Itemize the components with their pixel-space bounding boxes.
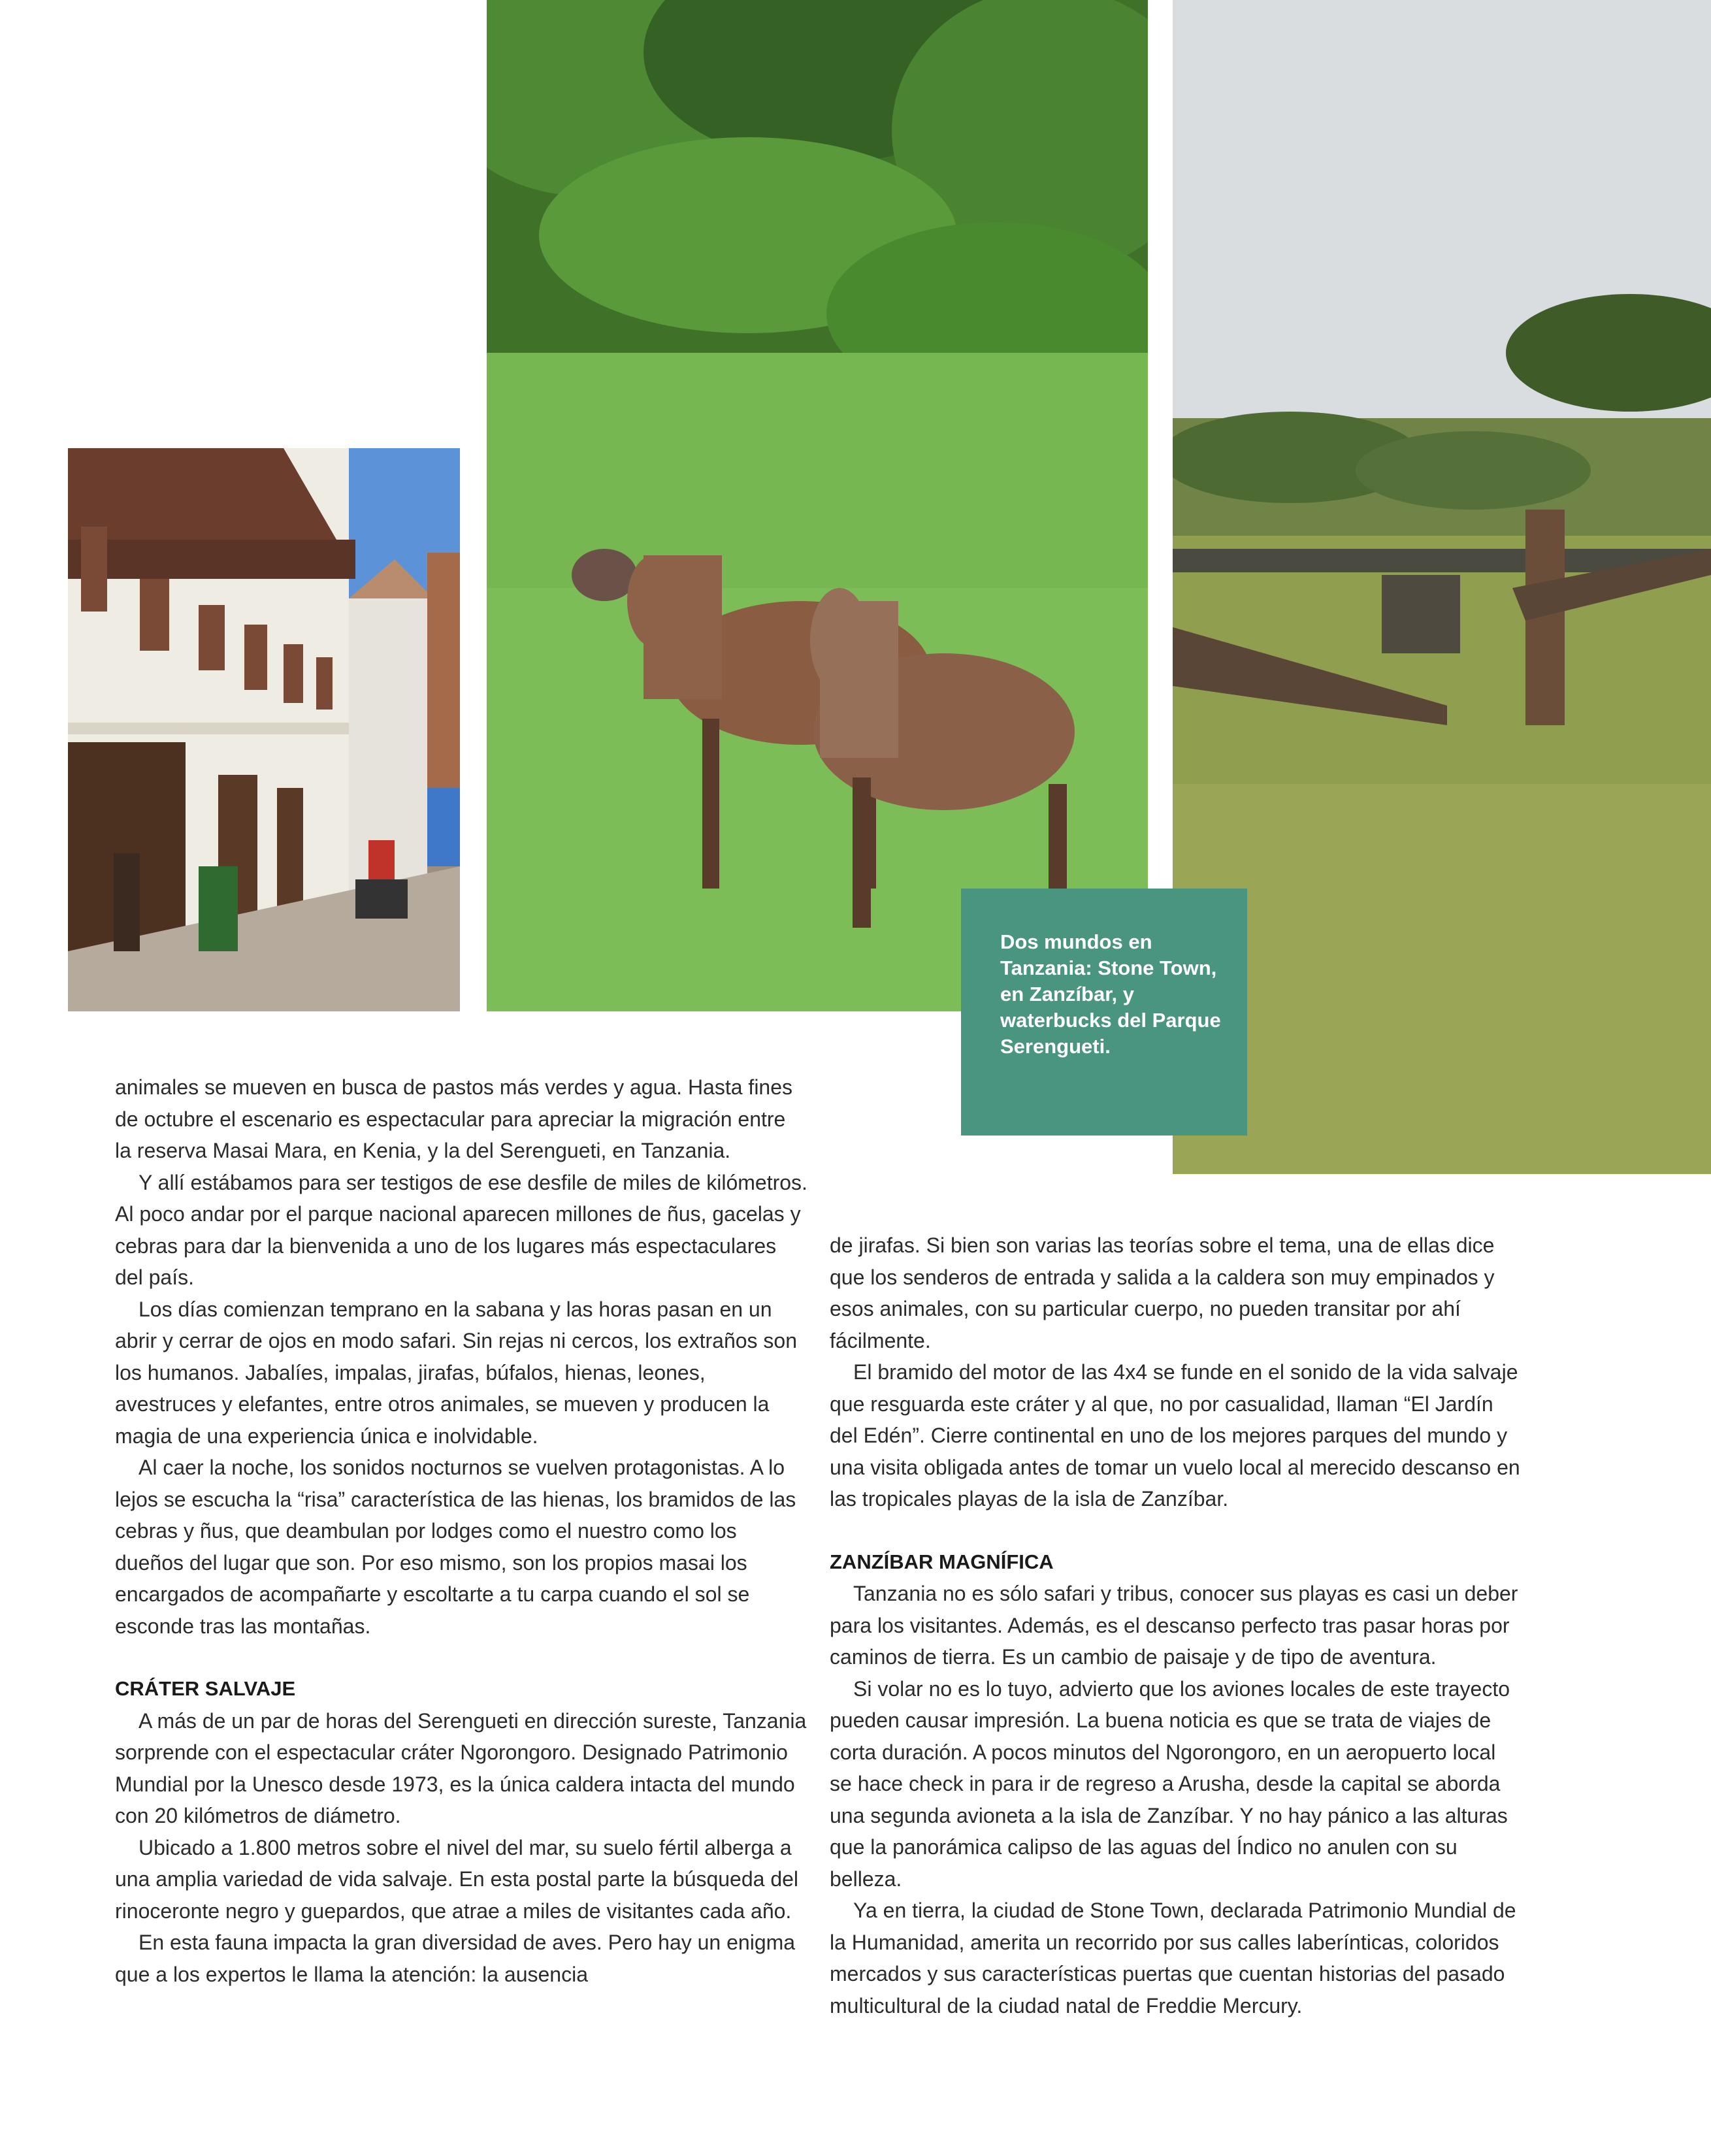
paragraph: El bramido del motor de las 4x4 se funde en el sonido de la vida salvaje que resguarda este cráter y al que, no por casualidad, llaman “El Jardín del Edén”. Cierre continental en uno de los mejores parques del mundo y una visita obligada antes de tomar un vuelo local al merecido descanso en las tropicales playas de la isla de Zanzíbar. — [830, 1360, 1520, 1511]
waterbucks-photo — [487, 0, 1148, 1011]
paragraph: Tanzania no es sólo safari y tribus, conocer sus playas es casi un deber para los visitantes. Además, es el descanso perfecto tras pasar horas por caminos de tierra. Es un cambio de paisaje y de tipo de aventura. — [830, 1582, 1518, 1669]
section-heading: ZANZÍBAR MAGNÍFICA — [830, 1550, 1054, 1573]
serengeti-photo — [1173, 0, 1711, 1174]
paragraph: Los días comienzan temprano en la sabana y las horas pasan en un abrir y cerrar de ojos en modo safari. Sin rejas ni cercos, los extraños son los humanos. Jabalíes, impalas, jirafas, búfalos, hienas, leones, avestruces y elefantes, entre otros animales, se mueven y producen la magia de una experiencia única e inolvidable. — [115, 1297, 798, 1448]
waterbucks-illustration — [487, 0, 1148, 1011]
stone-town-illustration — [68, 448, 460, 1011]
paragraph: Ubicado a 1.800 metros sobre el nivel del mar, su suelo fértil alberga a una amplia variedad de vida salvaje. En esta postal parte la búsqueda del rinoceronte negro y guepardos, que atrae a miles de visitantes cada año. — [115, 1835, 799, 1923]
article-column-right — [830, 1230, 1522, 2021]
paragraph: Ya en tierra, la ciudad de Stone Town, declarada Patrimonio Mundial de la Humanidad, amerita un recorrido por sus calles laberínticas, coloridos mercados y sus características puertas que cuentan historias del pasado multicultural de la ciudad natal de Freddie Mercury. — [830, 1899, 1516, 2017]
serengeti-illustration — [1173, 0, 1711, 1174]
spacer — [115, 1642, 807, 1673]
paragraph: Si volar no es lo tuyo, advierto que los aviones locales de este trayecto pueden causar impresión. La buena noticia es que se trata de viajes de corta duración. A pocos minutos del Ngorongoro, en un aeropuerto local se hace check in para ir de regreso a Arusha, desde la capital se aborda una segunda avioneta a la isla de Zanzíbar. Y no hay pánico a las alturas que la panorámica calipso de las aguas del Índico no anulen con su belleza. — [830, 1676, 1510, 1891]
article-column-left — [115, 1071, 807, 1990]
paragraph: animales se mueven en busca de pastos más verdes y agua. Hasta fines de octubre el escenario es espectacular para apreciar la migración entre la reserva Masai Mara, en Kenia, y la del Serengueti, en Tanzania. — [115, 1075, 793, 1162]
paragraph: A más de un par de horas del Serengueti en dirección sureste, Tanzania sorprende con el espectacular cráter Ngorongoro. Designado Patrimonio Mundial por la Unesco desde 1973, es la única caldera intacta del mundo con 20 kilómetros de diámetro. — [115, 1708, 807, 1827]
spacer — [830, 1515, 1522, 1546]
paragraph: de jirafas. Si bien son varias las teorías sobre el tema, una de ellas dice que los senderos de entrada y salida a la caldera son muy empinados y esos animales, con su particular cuerpo, no pueden transitar por ahí fácilmente. — [830, 1233, 1495, 1352]
paragraph: Y allí estábamos para ser testigos de ese desfile de miles de kilómetros. Al poco andar por el parque nacional aparecen millones de ñus, gacelas y cebras para dar la bienvenida a uno de los lugares más espectaculares del país. — [115, 1170, 807, 1289]
photo-caption-box — [961, 889, 1247, 1135]
paragraph: Al caer la noche, los sonidos nocturnos se vuelven protagonistas. A lo lejos se escucha la “risa” característica de las hienas, los bramidos de las cebras y ñus, que deambulan por lodges como el nuestro como los dueños del lugar que son. Por eso mismo, son los propios masai los encargados de acompañarte y escoltarte a tu carpa cuando el sol se esconde tras las montañas. — [115, 1456, 796, 1638]
paragraph: En esta fauna impacta la gran diversidad de aves. Pero hay un enigma que a los expertos le llama la atención: la ausencia — [115, 1931, 796, 1986]
section-heading: CRÁTER SALVAJE — [115, 1677, 296, 1700]
photo-caption: Dos mundos en Tanzania: Stone Town, en Zanzíbar, y waterbucks del Parque Serengueti. — [1000, 930, 1221, 1058]
stone-town-photo — [68, 448, 460, 1011]
